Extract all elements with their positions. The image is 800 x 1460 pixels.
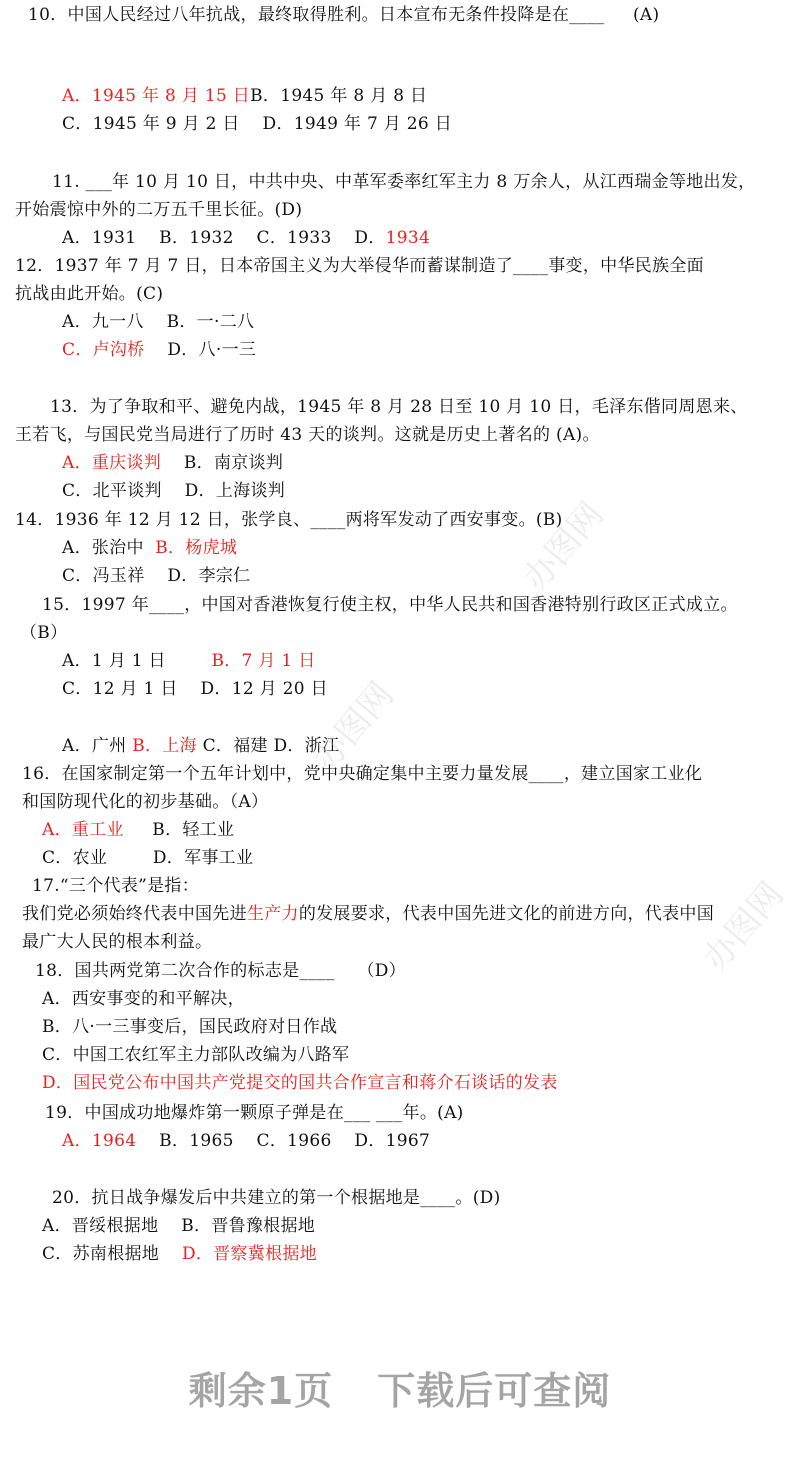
text-line [62,227,430,249]
text-segment: C．苏南根据地 [42,1244,182,1264]
text-segment: C．冯玉祥 D．李宗仁 [62,566,251,586]
text-segment: 19．中国成功地爆炸第一颗原子弹是在___ ___年。(A) [45,1103,464,1123]
text-line [62,1130,430,1152]
text-segment: 13．为了争取和平、避免内战，1945 年 8 月 28 日至 10 月 10 日，毛泽东偕同周恩来、 [50,397,748,417]
text-segment: 20．抗日战争爆发后中共建立的第一个根据地是____。(D) [52,1188,501,1208]
text-line [22,791,268,813]
text-line [15,255,704,277]
answer-highlight: D．国民党公布中国共产党提交的国共合作宣言和蒋介石谈话的发表 [42,1073,558,1093]
answer-highlight: C．卢沟桥 [62,340,145,360]
text-line [62,735,339,757]
answer-highlight: 生产力 [246,904,299,924]
text-segment: A．西安事变的和平解决， [42,989,245,1009]
text-segment: 18．国共两党第二次合作的标志是____ （D） [35,961,406,981]
text-segment: （B） [20,623,68,643]
watermark: 办图网 [695,874,792,979]
text-segment: C．农业 D．军事工业 [42,848,254,868]
text-segment: 10．中国人民经过八年抗战，最终取得胜利。日本宣布无条件投降是在____ (A) [28,5,660,25]
answer-highlight: A．重庆谈判 [62,453,162,473]
download-prompt[interactable] [0,1360,800,1415]
text-segment: B．1965 C．1966 D．1967 [136,1131,431,1151]
text-line [62,113,452,135]
text-line [35,960,406,982]
download-to-view-text: 下载后可查阅 [377,1369,612,1413]
text-segment: C．福建 D．浙江 [196,736,340,756]
text-segment: 王若飞，与国民党当局进行了历时 43 天的谈判。这就是历史上著名的 (A)。 [15,425,600,445]
text-segment: 15．1997 年____，中国对香港恢复行使主权，中华人民共和国香港特别行政区正式成立。 [42,595,738,615]
text-line [62,452,283,474]
text-line [42,988,245,1010]
text-segment: 11. ___年 10 月 10 日，中共中央、中革军委率红军主力 8 万余人，从江西瑞金等地出发， [52,172,756,192]
text-line [62,339,256,361]
text-segment: A．1931 B．1932 C．1933 D． [62,228,386,248]
text-segment: A．晋绥根据地 B．晋鲁豫根据地 [42,1216,316,1236]
text-line [15,283,163,305]
text-line [22,763,702,785]
text-segment: B．1945 年 8 月 8 日 [250,86,428,106]
text-segment: 开始震惊中外的二万五千里长征。(D) [15,200,303,220]
text-line [62,311,254,333]
text-segment: C．12 月 1 日 D．12 月 20 日 [62,679,328,699]
text-line [15,509,563,531]
text-line [15,199,302,221]
text-segment: A．张治中 [62,538,156,558]
answer-highlight: D．晋察冀根据地 [181,1244,317,1264]
text-line [42,594,738,616]
text-line [45,1102,464,1124]
text-segment: A．1 月 1 日 [62,651,212,671]
answer-highlight: B．上海 [132,736,197,756]
text-line [42,1016,337,1038]
watermark: 办图网 [515,494,612,599]
text-segment: 我们党必须始终代表中国先进 [22,904,247,924]
text-line [62,650,316,672]
text-line [62,537,237,559]
text-segment: B．南京谈判 [161,453,284,473]
text-line [42,1044,349,1066]
text-line [32,875,199,897]
text-line [62,678,328,700]
text-segment: 16．在国家制定第一个五年计划中，党中央确定集中主要力量发展____，建立国家工业化 [22,764,703,784]
text-line [20,622,67,644]
text-segment: C．中国工农红军主力部队改编为八路军 [42,1045,350,1065]
answer-highlight: B．7 月 1 日 [211,651,316,671]
text-segment: 14．1936 年 12 月 12 日，张学良、____两将军发动了西安事变。(B) [15,510,563,530]
text-segment: 最广大人民的根本利益。 [22,932,213,952]
text-segment: A．广州 [62,736,133,756]
remaining-pages-text: 剩余1页 [188,1369,334,1413]
text-segment: 抗战由此开始。(C) [15,284,164,304]
text-segment: C．北平谈判 D．上海谈判 [62,481,286,501]
text-line [52,1187,501,1209]
text-line [22,931,212,953]
text-line [42,819,234,841]
text-segment: B．八·一三事变后，国民政府对日作战 [42,1017,338,1037]
text-segment: 17.“三个代表”是指： [32,876,200,896]
text-line [52,171,755,193]
answer-highlight: 1934 [385,228,431,248]
text-segment: B．轻工业 [123,820,235,840]
answer-highlight: A．1964 [62,1131,137,1151]
answer-highlight: B．杨虎城 [155,538,238,558]
text-segment: D．八·一三 [144,340,257,360]
text-line [15,424,600,446]
text-line [28,4,659,26]
text-segment: 12．1937 年 7 月 7 日，日本帝国主义为大举侵华而蓄谋制造了____事变，中华民族全面 [15,256,704,276]
text-line [42,847,253,869]
text-segment: C．1945 年 9 月 2 日 D．1949 年 7 月 26 日 [62,114,452,134]
text-segment: 的发展要求，代表中国先进文化的前进方向，代表中国 [298,904,715,924]
text-segment: A．九一八 B．一·二八 [62,312,255,332]
text-line [62,565,250,587]
answer-highlight: A．1945 年 8 月 15 日 [62,86,251,106]
text-line [42,1215,315,1237]
text-line [50,396,748,418]
text-segment: 和国防现代化的初步基础。（A） [22,792,269,812]
text-line [62,480,285,502]
text-line [42,1072,558,1094]
answer-highlight: A．重工业 [42,820,124,840]
text-line [22,903,714,925]
text-line [62,85,427,107]
watermark: 办图网 [305,674,402,779]
text-line [42,1243,317,1265]
